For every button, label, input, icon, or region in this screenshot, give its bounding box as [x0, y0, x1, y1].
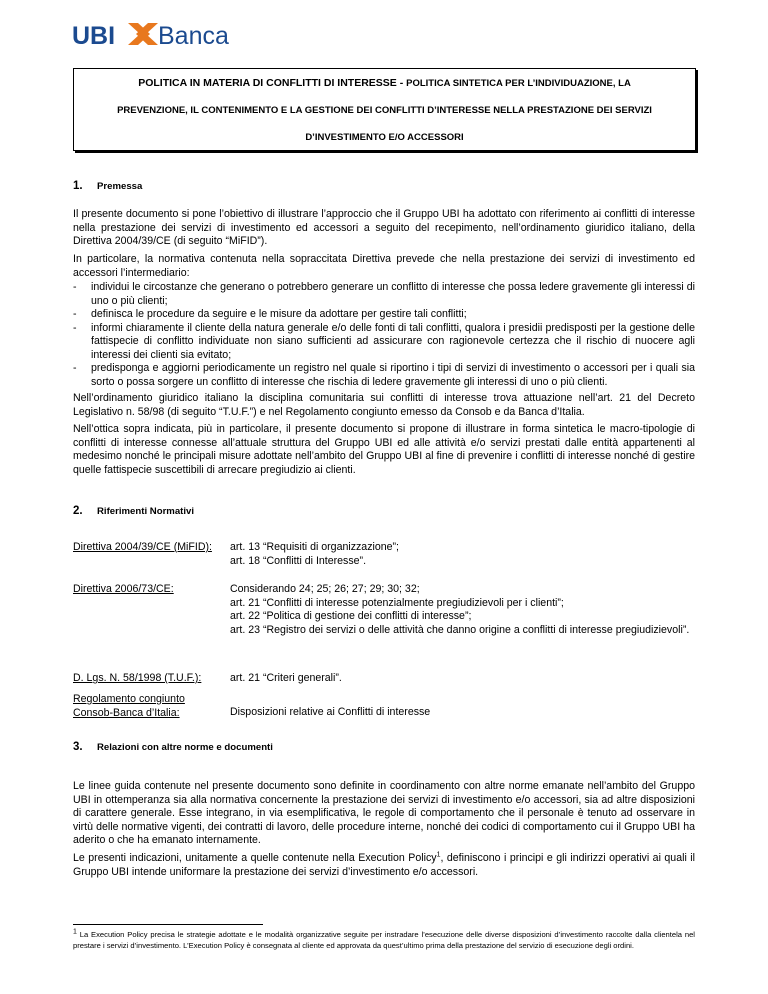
section-3-paragraph-1: Le linee guida contenute nel presente documento sono definite in coordinamento con altre norme emanate nell’ambito del Gruppo UBI in ottemperanza sia alla normativa concernente la prestazione dei servizi di investimento e/o accessori, sia ad altre disposizioni di carattere generale. Esse integrano, in via esemplificativa, le regole di comportamento che il personale è tenuto ad osservare in virtù delle normative vigenti, dei contratti di lavoro, delle procedure interne, nonché dei codici di comportamento cui il Gruppo UBI ha aderito o che ha emanato internamente.	[73, 780, 695, 846]
reference-label: Regolamento congiunto Consob-Banca d’Italia:	[73, 693, 185, 719]
footnote-reference: 1	[436, 851, 441, 859]
title-line-2: PREVENZIONE, IL CONTENIMENTO E LA GESTIONE DEI CONFLITTI D’INTERESSE NELLA PRESTAZIONE DEI SERVIZI	[117, 105, 652, 116]
reference-text: Disposizioni relative ai Conflitti di interesse	[230, 706, 431, 718]
reference-label: D. Lgs. N. 58/1998 (T.U.F.):	[73, 672, 202, 684]
list-item: - individui le circostanze che generano o potrebbero generare un conflitto di interesse che possa ledere gravemente gli interessi di uno o più clienti;	[73, 281, 695, 308]
footnote	[73, 930, 695, 951]
title-line-1: POLITICA IN MATERIA DI CONFLITTI DI INTERESSE - POLITICA SINTETICA PER L’INDIVIDUAZIONE, LA	[138, 77, 631, 89]
reference-text: art. 21 “Criteri generali”.	[230, 672, 342, 684]
ubi-banca-logo	[72, 20, 262, 50]
reference-text: art. 13 “Requisiti di organizzazione”; art. 18 “Conflitti di Interesse”.	[230, 541, 399, 567]
footnote-mark: 1	[73, 928, 77, 936]
footnote-text: La Execution Policy precisa le strategie adottate e le modalità organizzative seguite per instradare l’esecuzione delle diverse disposizioni d’investimento raccolte dalla clientela nel prestare i servizi d’investimento. L’Execution Policy è consegnata al cliente ed approvata da quest’ultimo prima della prestazione del servizio di esecuzione degli ordini.	[73, 930, 695, 950]
reference-text: Considerando 24; 25; 26; 27; 29; 30; 32; art. 21 “Conflitti di interesse potenzialmente pregiudizievoli per i clienti”; art. 22 “Politica di gestione dei conflitti di interesse”; art. 23 “Registro dei servizi o delle attività che danno origine a conflitti di interesse pregiudizievoli”.	[230, 583, 690, 636]
list-item: - definisca le procedure da seguire e le misure da adottare per gestire tali conflitti;	[73, 308, 695, 322]
reference-label: Direttiva 2004/39/CE (MiFID):	[73, 541, 212, 553]
section-1-paragraph-3: Nell’ordinamento giuridico italiano la disciplina comunitaria sui conflitti di interesse trova attuazione nell’art. 21 del Decreto Legislativo n. 58/98 (di seguito “T.U.F.”) e nel Regolamento congiunto emesso da Consob e da Banca d’Italia.	[73, 392, 695, 418]
section-1-paragraph-1: Il presente documento si pone l’obiettivo di illustrare l’approccio che il Gruppo UBI ha adottato con riferimento ai conflitti di interesse nella prestazione dei servizi di investimento ed accessori a seguito del recepimento, nell’ordinamento giuridico italiano, della Direttiva 2004/39/CE (di seguito “MiFID”).	[73, 208, 695, 247]
section-1-paragraph-2: In particolare, la normativa contenuta nella sopraccitata Direttiva prevede che nella prestazione dei servizi di investimento ed accessori l’intermediario:	[73, 253, 695, 279]
document-title-box	[73, 68, 696, 151]
logo-ubi-text: UBI	[72, 22, 116, 50]
footnote-divider	[73, 924, 263, 925]
list-item: - predisponga e aggiorni periodicamente un registro nel quale si riportino i tipi di servizi di investimento o accessori per i quali sia sorto o possa sorgere un conflitto di interesse che rischia di ledere gravemente gli interessi di uno o più clienti.	[73, 362, 695, 389]
obligations-list	[73, 281, 695, 389]
list-item: - informi chiaramente il cliente della natura generale e/o delle fonti di tali conflitti, qualora i presidii predisposti per la gestione delle fattispecie di conflitto individuate non siano sufficienti ad assicurare con ragionevole certezza che il rischio di nuocere agli interessi dei clienti sia evitato;	[73, 322, 695, 363]
section-2-heading: 2. Riferimenti Normativi	[73, 505, 195, 517]
section-3-heading: 3. Relazioni con altre norme e documenti	[73, 741, 273, 753]
title-line-3: D’INVESTIMENTO E/O ACCESSORI	[305, 132, 464, 143]
reference-label: Direttiva 2006/73/CE:	[73, 583, 174, 595]
logo-banca-text: Banca	[158, 22, 229, 50]
section-1-paragraph-4: Nell’ottica sopra indicata, più in particolare, il presente documento si propone di illustrare in forma sintetica le macro-tipologie di conflitti di interesse connesse all’attuale struttura del Gruppo UBI ed alle attività e/o servizi prestati dalle entità appartenenti al medesimo nonché le principali misure adottate nell’ambito del Gruppo UBI al fine di prevenire i conflitti di interesse nonché di gestire quelle fattispecie suscettibili di arrecare pregiudizio ai clienti.	[73, 423, 695, 476]
section-3-paragraph-2: Le presenti indicazioni, unitamente a quelle contenute nella Execution Policy$^1$, definiscono i principi e gli indirizzi operativi ai quali il Gruppo UBI intende uniformare la prestazione dei servizi d’investimento e/o accessori.	[73, 851, 695, 878]
logo-chevrons-icon	[128, 23, 158, 45]
section-1-heading: 1. Premessa	[73, 180, 143, 192]
